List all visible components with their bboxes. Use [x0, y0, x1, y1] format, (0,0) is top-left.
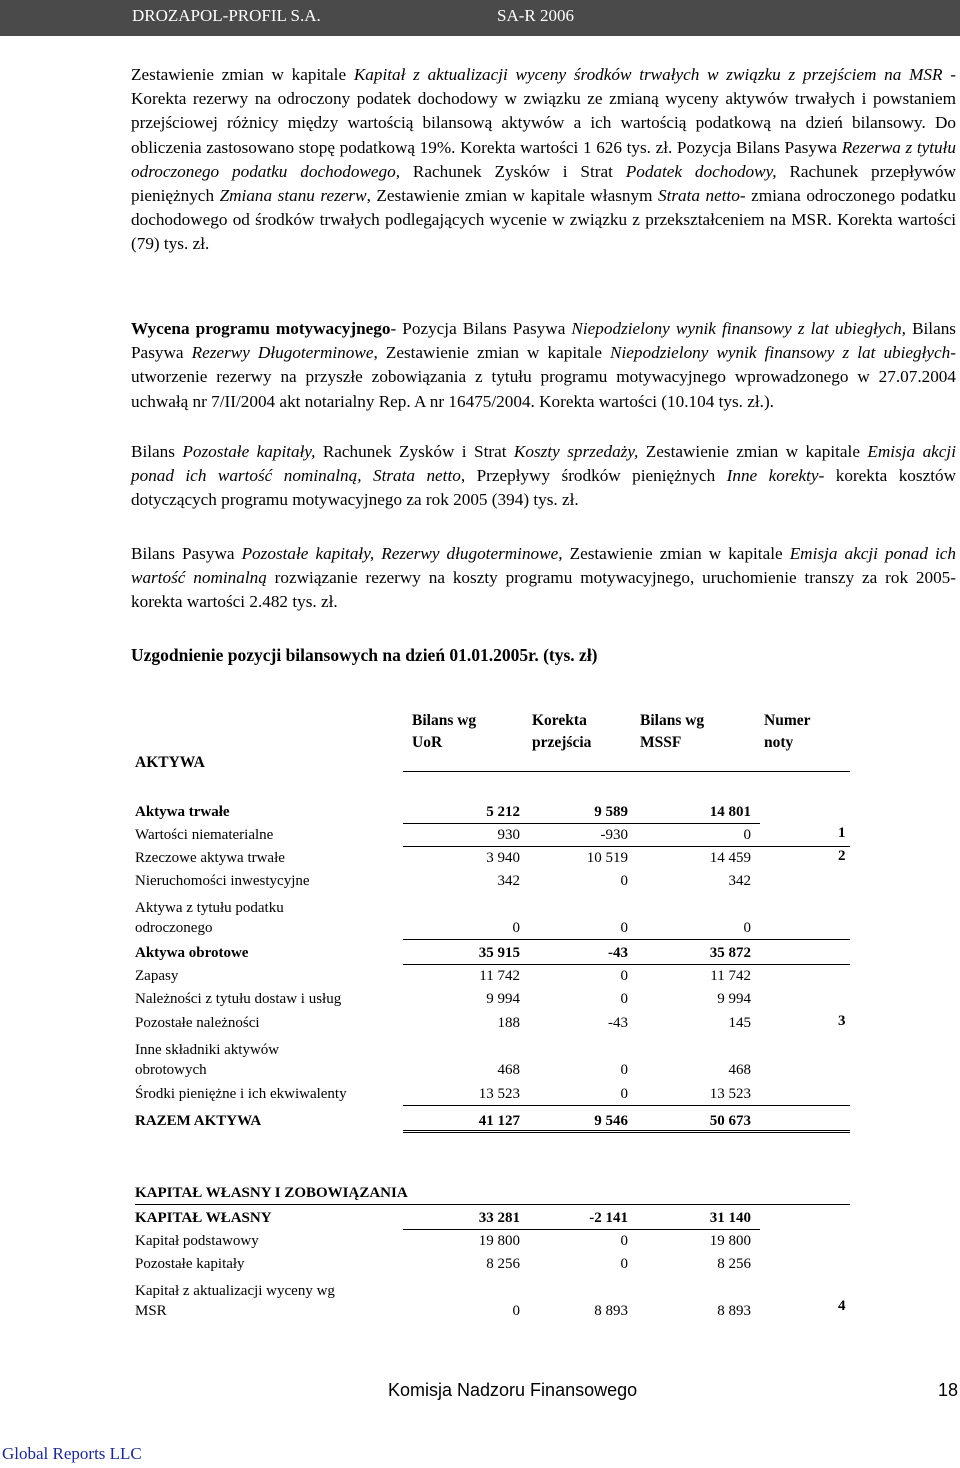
row-label — [135, 802, 230, 822]
brand-footer: Global Reports LLC — [2, 1444, 142, 1463]
row-label-line1: Należności z tytułu dostaw i usług — [135, 991, 342, 1007]
note-number: 1 — [838, 825, 846, 841]
value-cell: 0 — [743, 827, 751, 843]
value-cell: 9 546 — [594, 1113, 628, 1129]
value-cell: 11 742 — [710, 968, 751, 984]
text-run: Rachunek Zysków i Strat — [315, 442, 514, 461]
value-cell: -43 — [608, 945, 628, 961]
text-run: Bilans Pasywa — [131, 319, 956, 363]
row-rule — [135, 1204, 850, 1205]
text-run: Zestawienie zmian w kapitale — [562, 544, 790, 563]
value-cell: 3 940 — [486, 850, 520, 866]
col-header-mssf-line1: Bilans wg — [640, 712, 705, 729]
value-cell: 188 — [497, 1015, 520, 1031]
paragraph-incentive-program — [131, 317, 956, 414]
row-label-line1: Rzeczowe aktywa trwałe — [135, 850, 285, 866]
footer — [388, 1380, 959, 1401]
value-cell: 468 — [728, 1062, 751, 1078]
text-run: Zestawienie zmian w kapitale — [638, 442, 868, 461]
row-label — [135, 1208, 272, 1228]
paragraph-capital-revaluation — [131, 63, 956, 257]
row-rule — [403, 964, 850, 965]
col-header-correction — [532, 710, 591, 754]
value-cell: 35 872 — [709, 945, 751, 961]
text-run: Emisja akcji ponad ich wartość nominalną — [131, 544, 956, 588]
value-cell: 0 — [620, 1256, 628, 1272]
text-run: Rezerwa z tytułu odroczonego podatku dochodowego, — [131, 137, 956, 181]
value-cell: 41 127 — [478, 1113, 520, 1129]
value-cell: 8 893 — [717, 1303, 751, 1319]
text-run: , Zestawienie zmian w kapitale własnym — [366, 186, 658, 206]
text-run: Niepodzielony wynik finansowy z lat ubiegłych — [610, 343, 951, 363]
value-cell: 8 893 — [594, 1303, 628, 1319]
row-label — [135, 848, 285, 868]
row-label-line1: KAPITAŁ WŁASNY — [135, 1210, 272, 1226]
col-header-correction-line2: przejścia — [532, 734, 592, 751]
text-run: - Korekta rezerwy na odroczony podatek dochodowy w związku ze zmianą wyceny aktywów trwałych i powstaniem przejściowej różnicy między wartością bilansową aktywów a ich wartością podatkową na dzień bilansowy. Do obliczenia zastosowano stopę podatkową 19%. Korekta wartości 1 626 tys. zł. Pozycja Bilans Pasywa — [131, 65, 957, 157]
row-label-line1: Pozostałe kapitały — [135, 1256, 245, 1272]
text-run: Strata netto — [657, 186, 740, 206]
row-label-line1: Aktywa obrotowe — [135, 945, 249, 961]
text-run: Rachunek Zysków i Strat — [400, 161, 626, 181]
row-rule — [403, 823, 760, 824]
value-cell: 11 742 — [479, 968, 520, 984]
paragraph-liabilities-reserves — [131, 542, 956, 615]
value-cell: 468 — [497, 1062, 520, 1078]
value-cell: 33 281 — [478, 1210, 520, 1226]
row-label — [135, 825, 273, 845]
text-run: - zmiana odroczonego podatku dochodowego od środków trwałych podlegających wycenie w związku z przekształceniem na MSR. Korekta wartości (79) tys. zł. — [131, 186, 956, 254]
text-run: Rezerwy Długoterminowe — [191, 343, 374, 363]
value-cell: 145 — [728, 1015, 751, 1031]
paragraph-other-capitals — [131, 440, 956, 513]
value-cell: 8 256 — [717, 1256, 751, 1272]
row-rule — [403, 1229, 760, 1230]
text-run: rozwiązanie rezerwy na koszty programu motywacyjnego, uruchomienie transzy za rok 2005- korekta wartości 2.482 tys. zł. — [131, 568, 956, 612]
text-run: - utworzenie rezerwy na przyszłe zobowiązania z tytułu programu motywacyjnego wprowadzonego w 27.07.2004 uchwałą nr 7/II/2004 akt notarialny Rep. A nr 16475/2004. Korekta wartości (10.104 tys. zł.). — [131, 343, 956, 411]
row-rule — [403, 939, 850, 940]
row-label-line1: Nieruchomości inwestycyjne — [135, 873, 310, 889]
note-number: 2 — [838, 848, 846, 864]
value-cell: 0 — [512, 1303, 520, 1319]
value-cell: 9 994 — [486, 991, 520, 1007]
company-name: DROZAPOL-PROFIL S.A. — [132, 6, 321, 25]
value-cell: -930 — [600, 827, 628, 843]
row-label-line1: Kapitał z aktualizacji wyceny wg — [135, 1283, 335, 1299]
row-label — [135, 1231, 259, 1251]
col-header-note-line1: Numer — [764, 712, 811, 729]
row-label-line2: MSR — [135, 1303, 167, 1319]
row-label — [135, 1183, 408, 1203]
text-run: Kapitał z aktualizacji wyceny środków trwałych w związku z przejściem na MSR — [353, 65, 943, 84]
total-rule — [403, 1130, 850, 1131]
header-rule — [403, 771, 850, 772]
row-label-line1: Środki pieniężne i ich ekwiwalenty — [135, 1086, 347, 1102]
value-cell: 19 800 — [478, 1233, 520, 1249]
value-cell: 0 — [620, 1062, 628, 1078]
row-label — [135, 1013, 260, 1033]
row-label — [135, 871, 310, 891]
row-label — [135, 898, 284, 938]
row-label-line1: Wartości niematerialne — [135, 827, 274, 843]
value-cell: 10 519 — [586, 850, 628, 866]
text-run: , Przepływy środków pieniężnych — [460, 466, 727, 486]
value-cell: 13 523 — [478, 1086, 520, 1102]
value-cell: 50 673 — [709, 1113, 751, 1129]
row-label — [135, 1111, 261, 1131]
value-cell: -43 — [608, 1015, 628, 1031]
col-header-uor-line1: Bilans wg — [412, 712, 477, 729]
text-run: Bilans Pasywa — [131, 544, 242, 563]
row-label — [135, 1281, 335, 1321]
text-run: Wycena programu motywacyjnego — [131, 319, 391, 338]
value-cell: 0 — [743, 920, 751, 936]
row-label — [135, 989, 341, 1009]
text-run: Niepodzielony wynik finansowy z lat ubiegłych, — [571, 319, 906, 338]
value-cell: 19 800 — [709, 1233, 751, 1249]
row-rule — [403, 1105, 850, 1106]
text-run: Pozostałe kapitały, Rezerwy długoterminowe, — [241, 544, 563, 563]
value-cell: 0 — [620, 1233, 628, 1249]
text-run: Inne korekty — [726, 466, 819, 486]
text-run: , Zestawienie zmian w kapitale — [373, 343, 611, 363]
value-cell: 31 140 — [709, 1210, 751, 1226]
row-label-line1: Inne składniki aktywów — [135, 1042, 280, 1058]
row-label-line1: Kapitał podstawowy — [135, 1233, 259, 1249]
row-label — [135, 1254, 245, 1274]
row-label-line2: obrotowych — [135, 1062, 207, 1078]
row-label-line1: Aktywa z tytułu podatku — [135, 900, 284, 916]
value-cell: 14 801 — [709, 804, 751, 820]
text-run: Pozostałe kapitały, — [182, 442, 316, 461]
value-cell: 0 — [620, 968, 628, 984]
value-cell: 8 256 — [486, 1256, 520, 1272]
page-number: 18 — [938, 1380, 959, 1400]
row-label-line1: Pozostałe należności — [135, 1015, 260, 1031]
row-rule — [403, 1132, 850, 1133]
aktywa-heading: AKTYWA — [135, 754, 205, 771]
text-run: Rachunek przepływów pieniężnych — [131, 161, 957, 206]
text-run: - korekta kosztów dotyczących programu motywacyjnego za rok 2005 (394) tys. zł. — [131, 466, 956, 510]
row-rule — [403, 846, 850, 847]
value-cell: 342 — [497, 873, 520, 889]
value-cell: 342 — [728, 873, 751, 889]
col-header-correction-line1: Korekta — [532, 712, 587, 729]
note-number: 4 — [838, 1298, 846, 1314]
col-header-uor — [412, 710, 476, 754]
row-label-line1: RAZEM AKTYWA — [135, 1113, 262, 1129]
value-cell: 930 — [497, 827, 520, 843]
value-cell: 13 523 — [709, 1086, 751, 1102]
value-cell: 0 — [620, 1086, 628, 1102]
page-header — [0, 0, 960, 36]
row-label-line2: odroczonego — [135, 920, 213, 936]
row-label — [135, 966, 178, 986]
col-header-uor-line2: UoR — [412, 734, 443, 751]
col-header-note-line2: noty — [764, 734, 794, 751]
text-run: Emisja akcji ponad ich wartość nominalną, Strata netto — [131, 442, 956, 486]
value-cell: 9 589 — [594, 804, 628, 820]
value-cell: 0 — [512, 920, 520, 936]
value-cell: 5 212 — [486, 804, 520, 820]
footer-authority: Komisja Nadzoru Finansowego — [388, 1380, 638, 1400]
row-label-line1: Zapasy — [135, 968, 179, 984]
row-label — [135, 1084, 347, 1104]
value-cell: 0 — [620, 991, 628, 1007]
note-number: 3 — [838, 1013, 846, 1029]
col-header-note — [764, 710, 811, 754]
text-run: Bilans — [131, 442, 183, 461]
row-label — [135, 943, 248, 963]
value-cell: -2 141 — [589, 1210, 628, 1226]
value-cell: 0 — [620, 920, 628, 936]
text-run: Zestawienie zmian w kapitale — [131, 65, 354, 84]
value-cell: 9 994 — [717, 991, 751, 1007]
col-header-mssf — [640, 710, 704, 754]
value-cell: 35 915 — [478, 945, 520, 961]
section-title: Uzgodnienie pozycji bilansowych na dzień 01.01.2005r. (tys. zł) — [131, 645, 598, 665]
text-run: Podatek dochodowy, — [625, 161, 777, 181]
text-run: Zmiana stanu rezerw — [219, 186, 367, 206]
text-run: - Pozycja Bilans Pasywa — [390, 319, 572, 338]
row-label — [135, 1040, 279, 1080]
row-label-line1: Aktywa trwałe — [135, 804, 230, 820]
text-run: Koszty sprzedaży, — [513, 442, 639, 461]
col-header-mssf-line2: MSSF — [640, 734, 682, 751]
value-cell: 14 459 — [709, 850, 751, 866]
row-label-line1: KAPITAŁ WŁASNY I ZOBOWIĄZANIA — [135, 1185, 408, 1201]
value-cell: 0 — [620, 873, 628, 889]
report-code: SA-R 2006 — [497, 6, 574, 25]
